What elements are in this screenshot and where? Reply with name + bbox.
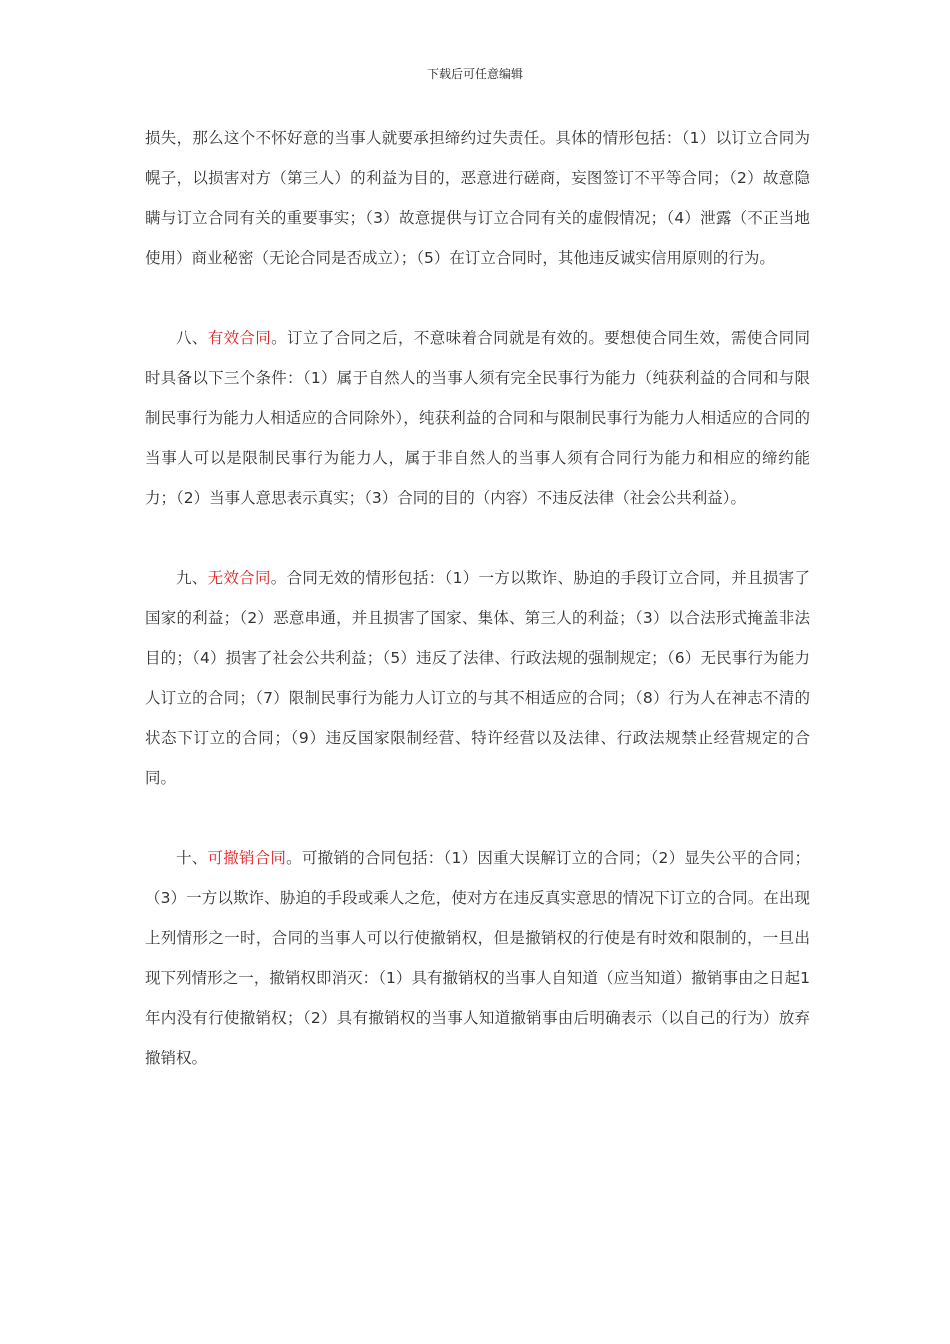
paragraph-text: 。可撤销的合同包括：（1）因重大误解订立的合同；（2）显失公平的合同；（3）一方以欺诈、胁迫的手段或乘人之危，使对方在违反真实意思的情况下订立的合同。在出现上列情形之一时，合同的当事人可以行使撤销权，但是撤销权的行使是有时效和限制的，一旦出现下列情形之一，撤销权即消灭：（1）具有撤销权的当事人自知道（应当知道）撤销事由之日起1年内没有行使撤销权；（2）具有撤销权的当事人知道撤销事由后明确表示（以自己的行为）放弃撤销权。 — [145, 849, 810, 1067]
paragraph-valid-contract — [145, 318, 810, 518]
page-header: 下载后可任意编辑 — [426, 67, 523, 81]
section-number: 十、 — [176, 849, 208, 867]
paragraph-text: 。合同无效的情形包括：（1）一方以欺诈、胁迫的手段订立合同，并且损害了国家的利益；（2）恶意串通，并且损害了国家、集体、第三人的利益；（3）以合法形式掩盖非法目的；（4）损害了社会公共利益；（5）违反了法律、行政法规的强制规定；（6）无民事行为能力人订立的合同；（7）限制民事行为能力人订立的与其不相适应的合同；（8）行为人在神志不清的状态下订立的合同；（9）违反国家限制经营、特许经营以及法律、行政法规禁止经营规定的合同。 — [145, 569, 810, 787]
highlighted-term: 有效合同 — [207, 329, 272, 347]
section-number: 八、 — [176, 329, 208, 347]
section-number: 九、 — [176, 569, 208, 587]
paragraph-continuation — [145, 118, 810, 278]
paragraph-text: 。订立了合同之后，不意味着合同就是有效的。要想使合同生效，需使合同同时具备以下三个条件：（1）属于自然人的当事人须有完全民事行为能力（纯获利益的合同和与限制民事行为能力人相适应的合同除外），纯获利益的合同和与限制民事行为能力人相适应的合同的当事人可以是限制民事行为能力人，属于非自然人的当事人须有合同行为能力和相应的缔约能力；（2）当事人意思表示真实；（3）合同的目的（内容）不违反法律（社会公共利益）。 — [145, 329, 810, 507]
paragraph-invalid-contract — [145, 558, 810, 798]
highlighted-term: 可撤销合同 — [207, 849, 287, 867]
paragraph-revocable-contract — [145, 838, 810, 1078]
paragraph-text: 损失，那么这个不怀好意的当事人就要承担缔约过失责任。具体的情形包括：（1）以订立合同为幌子，以损害对方（第三人）的利益为目的，恶意进行磋商，妄图签订不平等合同；（2）故意隐瞒与订立合同有关的重要事实；（3）故意提供与订立合同有关的虚假情况；（4）泄露（不正当地使用）商业秘密（无论合同是否成立）；（5）在订立合同时，其他违反诚实信用原则的行为。 — [145, 129, 810, 267]
document-body — [145, 118, 810, 1078]
highlighted-term: 无效合同 — [207, 569, 271, 587]
